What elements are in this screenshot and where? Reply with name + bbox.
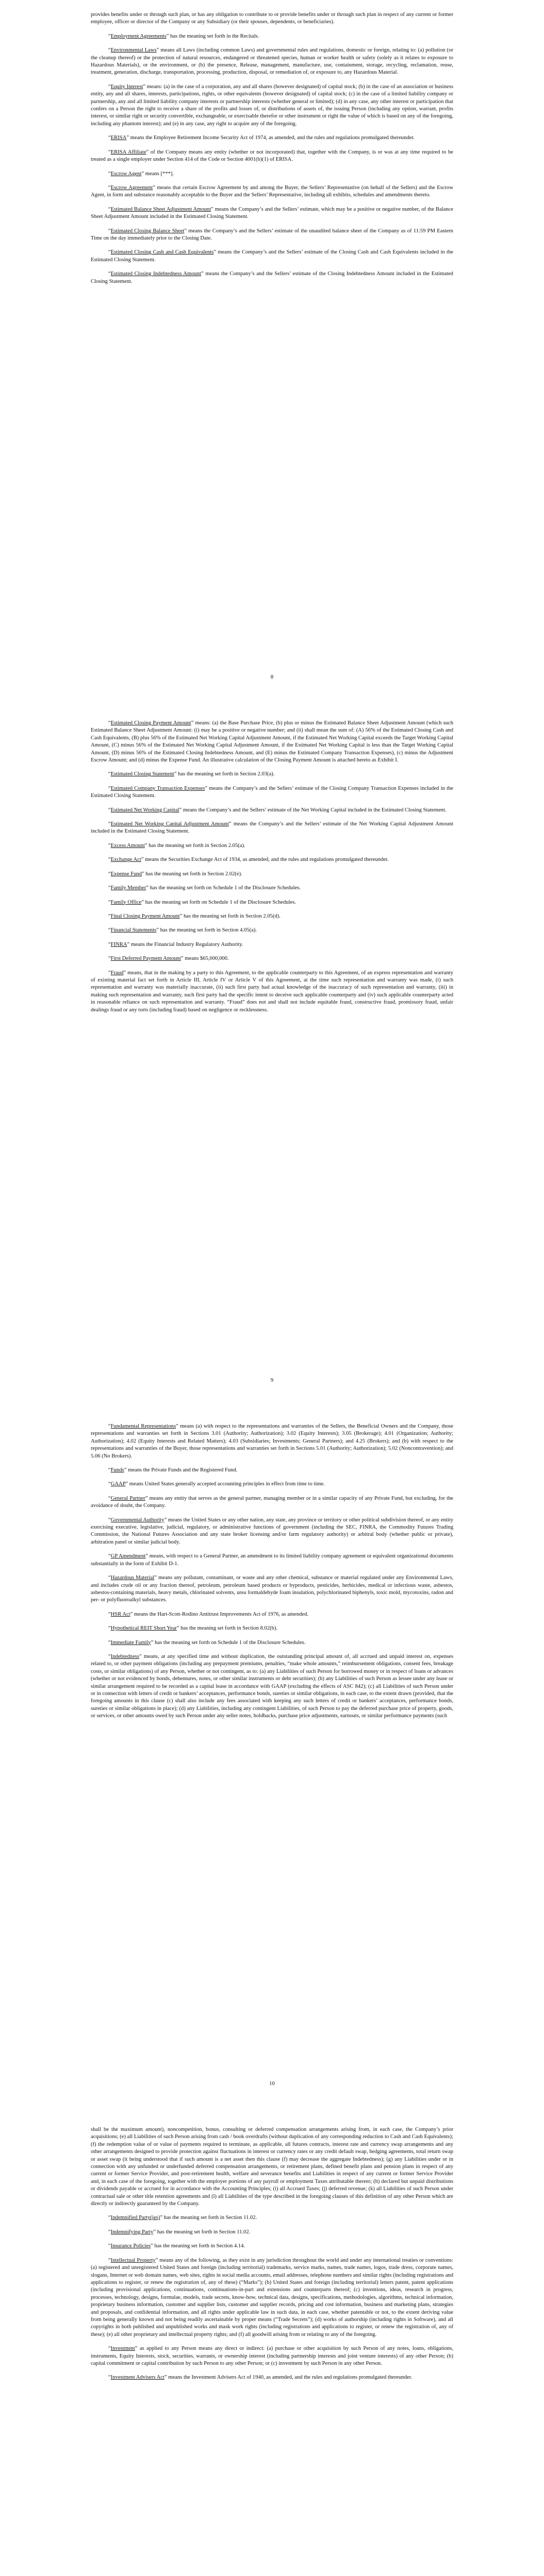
definition-paragraph: “GP Amendment” means, with respect to a General Partner, an amendment to its limited liability company agreement or equivalent organizational documents substantially in the form of Exhibit D-1. xyxy=(91,1553,453,1567)
defined-term: Equity Interest xyxy=(110,83,143,90)
definition-paragraph: “Family Member” has the meaning set forth on Schedule 1 of the Disclosure Schedules. xyxy=(108,885,301,891)
definition-paragraph: “Excess Amount” has the meaning set forth in Section 2.05(a). xyxy=(108,842,245,849)
page-body xyxy=(91,2126,453,2388)
definition-paragraph: “Estimated Closing Cash and Cash Equivalents” means the Company’s and the Sellers’ estimate of the Closing Cash and Cash Equivalents included in the Estimated Closing Statement. xyxy=(91,249,453,263)
defined-term: Estimated Balance Sheet Adjustment Amount xyxy=(110,206,211,212)
defined-term: FINRA xyxy=(110,941,127,947)
defined-term: Escrow Agent xyxy=(110,171,142,177)
definition-paragraph: “GAAP” means United States generally accepted accounting principles in effect from time to time. xyxy=(108,1481,325,1487)
defined-term: Funds xyxy=(110,1467,124,1473)
definition-paragraph: “Fraud” means, that in the making by a party to this Agreement, to the applicable counterparty to this Agreement, of an express representation and warranty of existing material fact set forth in Article III, Article IV or Article V of this Agreement, at the time such representation and warranty was made, (i) such representation and warranty was materially inaccurate, (ii) such first party had actual knowledge of the inaccuracy of such representation and warranty, (iii) in making such representation and warranty, such first party had the specific intent to deceive such applicable counterparty and (iv) such applicable counterparty acted in reasonable reliance on such representation and warranty. “Fraud” does not and shall not include equitable fraud, constructive fraud, promissory fraud, unfair dealings fraud or any torts (including fraud) based on negligence or recklessness. xyxy=(91,970,453,1013)
defined-term: Investment xyxy=(110,2346,135,2352)
document-page-11 xyxy=(0,2110,544,2576)
definition-paragraph: “Estimated Closing Statement” has the meaning set forth in Section 2.03(a). xyxy=(108,771,275,777)
defined-term: Estimated Closing Cash and Cash Equivalents xyxy=(110,249,214,256)
paragraph: provides benefits under or through such plan, or has any obligation to contribute to or provide benefits under or through such plan in respect of any current or former employee, officer or director of the Company or any Subsidiary (or their spouses, dependents, or beneficiaries). xyxy=(91,12,453,25)
page-body xyxy=(91,720,453,1021)
definition-paragraph: “ERISA Affiliate” of the Company means any entity (whether or not incorporated) that, together with the Company, is or was at any time required to be treated as a single employer under Section 414 of the Code or Section 4001(b)(1) of ERISA. xyxy=(91,149,454,163)
definition-paragraph: “Final Closing Payment Amount” has the meaning set forth in Section 2.05(d). xyxy=(108,913,281,919)
definition-paragraph: “Estimated Closing Balance Sheet” means the Company’s and the Sellers’ estimate of the unaudited balance sheet of the Company as of 11:59 PM Eastern Time on the day immediately prior to the Closing Date. xyxy=(91,228,453,241)
page-body xyxy=(91,11,453,292)
defined-term: Immediate Family xyxy=(110,1639,151,1646)
definition-paragraph: “Governmental Authority” means the United States or any other nation, any state, any province or territory or other political subdivision thereof, or any entity exercising executive, legislative, judicial, regulatory, or administrative functions of government (including the SEC, FINRA, the Commodity Futures Trading Commission, the National Futures Association and any state broker licensing and/or farm regulatory authority) or arbitral body (whether public or private), arbitration panel or similar judicial body. xyxy=(91,1517,453,1545)
paragraph: shall be the maximum amount), noncompetition, bonus, consulting or deferred compensation arrangements arising from, in each case, the Company’s prior acquisitions; (e) all Liabilities of such Person arising from cash / book overdrafts (without duplication of any corresponding reduction to Cash and Cash Equivalents); (f) the redemption value of or value of payments required to terminate, as applicable, all futures contracts, interest rate and currency swap arrangements and any other arrangements designed to provide protection against fluctuations in interest or currency rates or any credit default swap, hedging agreements, total return swap or asset swap (it being understood that if such amount is a net asset then this clause (f) may decrease the aggregate Indebtedness); (g) any Liabilities under or in connection with any unfunded or underfunded deferred compensation arrangements, or retirement plans, defined benefit plans and pension plans in respect of any current or former Service Provider, and post-retirement health, welfare and severance benefits and Liabilities in respect of any current or former Service Provider and, in each case of the foregoing, together with the employer portions of any payroll or employment Taxes attributable thereto; (h) declared but unpaid distributions or dividends payable or accrued for in accordance with the Accounting Principles; (i) all Accrued Taxes; (j) deferred revenue; (k) all Liabilities of such Person under contractual sale or other title retention agreements and (l) all Liabilities of the type described in the foregoing clauses of this definition of any other Person which are directly or indirectly guaranteed by the Company. xyxy=(91,2127,453,2207)
definition-paragraph: “Estimated Closing Payment Amount” means: (a) the Base Purchase Price, (b) plus or minus the Estimated Balance Sheet Adjustment Amount (which such Estimated Balance Sheet Adjustment Amount: (i) may be a positive or negative number; and (ii) shall mean the sum of: (A) 56% of the Estimated Closing Cash and Cash Equivalents, (B) plus 56% of the Estimated Net Working Capital Adjustment Amount, if the Estimated Net Working Capital exceeds the Target Working Capital Amount, (C) minus 56% of the Estimated Net Working Capital Adjustment Amount, if the Estimated Net Working Capital is less than the Target Working Capital Amount, (D) minus 56% of the Estimated Closing Indebtedness Amount, and (E) minus the Estimated Company Transaction Expenses), (c) minus the Adjustment Escrow Amount; and (d) minus the Expense Fund. An illustrative calculation of the Closing Payment Amount is attached hereto as Exhibit I. xyxy=(91,720,453,764)
defined-term: Estimated Net Working Capital Adjustment Amount xyxy=(110,821,229,827)
page-number: 9 xyxy=(270,1377,274,1383)
document-page-8 xyxy=(0,0,544,703)
definition-paragraph: “Estimated Net Working Capital” means the Company’s and the Sellers’ estimate of the Net Working Capital included in the Estimated Closing Statement. xyxy=(108,807,447,813)
definition-paragraph: “Environmental Laws” means all Laws (including common Laws) and governmental rules and regulations, domestic or foreign, relating to: (a) pollution (or the cleanup thereof) or the protection of natural resources, endangered or threatened species, human or worker health or safety (solely as it relates to exposure to Hazardous Materials), or the environment, or (b) the presence, Release, management, manufacture, use, containment, storage, recycling, reclamation, reuse, treatment, generation, discharge, transportation, processing, production, disposal, or remediation of, or exposure to, any Hazardous Material. xyxy=(91,47,453,76)
defined-term: Estimated Closing Indebtedness Amount xyxy=(110,271,202,277)
defined-term: Final Closing Payment Amount xyxy=(110,913,180,919)
definition-paragraph: “General Partner” means any entity that serves as the general partner, managing member or in a similar capacity of any Private Fund, but excluding, for the avoidance of doubt, the Company. xyxy=(91,1495,453,1509)
document-page-9 xyxy=(0,703,544,1406)
defined-term: Escrow Agreement xyxy=(110,184,153,191)
defined-term: Fundamental Representations xyxy=(110,1423,176,1429)
defined-term: Intellectual Property xyxy=(110,2257,156,2263)
definition-paragraph: “ERISA” means the Employee Retirement Income Security Act of 1974, as amended, and the rules and regulations promulgated thereunder. xyxy=(108,135,415,141)
definition-paragraph: “FINRA” means the Financial Industry Regulatory Authority. xyxy=(108,941,243,947)
defined-term: Governmental Authority xyxy=(110,1517,164,1523)
definition-paragraph: “Hypothetical REIT Short Year” has the meaning set forth in Section 8.02(b). xyxy=(108,1625,278,1632)
defined-term: GAAP xyxy=(110,1481,126,1487)
definition-paragraph: “Estimated Net Working Capital Adjustment Amount” means the Company’s and the Sellers’ estimate of the Net Working Capital Adjustment Amount included in the Estimated Closing Statement. xyxy=(91,821,453,835)
page-number: 10 xyxy=(269,2080,275,2087)
defined-term: Expense Fund xyxy=(110,871,142,877)
definition-paragraph: “Employment Agreements” has the meaning set forth in the Recitals. xyxy=(108,33,259,39)
page-body xyxy=(91,1423,453,1727)
definition-paragraph: “Hazardous Material” means any pollutant, contaminant, or waste and any other chemical, substance or material regulated under any Environmental Laws, and includes crude oil or any fraction thereof, petroleum, petroleum based products or byproducts, pesticides, herbicides, medical or infectious waste, asbestos, asbestos-containing materials, heavy metals, chlorinated solvents, urea formaldehyde foam insulation, polychlorinated biphenyls, toxic mold, mycotoxins, radon and per- or polyfluoroalkyl substances. xyxy=(91,1575,453,1603)
definition-paragraph: “Indemnified Party(ies)” has the meaning set forth in Section 11.02. xyxy=(108,2215,257,2221)
definition-paragraph: “Equity Interest” means: (a) in the case of a corporation, any and all shares (however designated) of capital stock; (b) in the case of an association or business entity, any and all shares, interests, participations, rights, or other equivalents (however designated) of capital stock; (c) in the case of a limited liability company or partnership, any and all limited liability company interests or partnership interests (whether general or limited); (d) in any case, any other interest or participation that confers on a Person the right to receive a share of the profits and losses of, or distributions of assets of, the issuing Person (including any option, warrant, profits interest, or similar right or security convertible, exchangeable, or exercisable therefor or other instrument or right the value of which is based on any of the foregoing, including any phantom interest); and (e) in any case, any right to acquire any of the foregoing. xyxy=(91,83,453,127)
definition-paragraph: “Family Office” has the meaning set forth on Schedule 1 of the Disclosure Schedules. xyxy=(108,899,296,905)
definition-paragraph: “Estimated Company Transaction Expenses” means the Company’s and the Sellers’ estimate of the Closing Company Transaction Expenses included in the Estimated Closing Statement. xyxy=(91,785,453,799)
definition-paragraph: “Investment” as applied to any Person means any direct or indirect: (a) purchase or other acquisition by such Person of any notes, loans, obligations, instruments, Equity Interests, stock, securities, warrants, or ownership interest (including partnership interests and joint venture interests) of any other Person; (b) capital commitment or capital contribution by such Person to any other Person; or (c) investment by such Person in any other Person. xyxy=(91,2346,453,2366)
defined-term: Financial Statements xyxy=(110,927,157,934)
defined-term: Estimated Closing Payment Amount xyxy=(110,720,191,726)
defined-term: Indebtedness xyxy=(110,1653,140,1659)
defined-term: Estimated Net Working Capital xyxy=(110,807,179,813)
definition-paragraph: “HSR Act” means the Hart-Scott-Rodino Antitrust Improvements Act of 1976, as amended. xyxy=(108,1611,309,1617)
definition-paragraph: “First Deferred Payment Amount” means $65,000,000. xyxy=(108,956,229,962)
defined-term: Fraud xyxy=(110,970,124,976)
definition-paragraph: “Escrow Agreement” means that certain Escrow Agreement by and among the Buyer, the Sellers’ Representative (on behalf of the Sellers) and the Escrow Agent, in form and substance reasonably acceptable to the Buyer and the Sellers’ Representative, including all exhibits, schedules and amendments thereto. xyxy=(91,184,453,198)
definition-paragraph: “Investment Advisers Act” means the Investment Advisers Act of 1940, as amended, and the rules and regulations promulgated thereunder. xyxy=(108,2375,413,2381)
defined-term: Estimated Company Transaction Expenses xyxy=(110,785,205,791)
defined-term: ERISA xyxy=(110,135,127,141)
definition-paragraph: “Escrow Agent” means [***]. xyxy=(108,171,174,177)
definition-paragraph: “Indebtedness” means, at any specified time and without duplication, the outstanding principal amount of, all accrued and unpaid interest on, expenses related to, or other payment obligations (including any prepayment premiums, penalties, “make whole amounts,” reimbursement obligations, consent fees, breakage costs, or similar obligations) of any Person, whether or not contingent, as to: (a) any Liabilities of such Person for borrowed money or in respect of loans or advances (whether or not evidenced by bonds, debentures, notes, or other similar instruments or debt securities); (b) any Liabilities of such Person as lessee under any lease or similar arrangement required to be recorded as a capital lease in accordance with GAAP (excluding the effects of ASC 842); (c) all Liabilities of such Person under or in connection with letters of credit or bankers’ acceptances, performance bonds, sureties or similar obligations, in each case, to the extent drawn (provided, that the foregoing amounts in this clause (c) shall also include any fees associated with keeping any such letters of credit or bankers’ acceptances, performance bonds, sureties or similar obligations in place); (d) any Liabilities, including any contingent Liabilities, of such Person to pay the deferred purchase price of property, goods, or services, or other amounts owed by such Person under any seller notes, holdbacks, purchase price adjustments, earnouts, or similar performance payments (such xyxy=(91,1653,453,1719)
defined-term: HSR Act xyxy=(110,1611,130,1617)
page-number: 8 xyxy=(270,674,274,680)
defined-term: Estimated Closing Statement xyxy=(110,771,174,777)
definition-paragraph: “Estimated Balance Sheet Adjustment Amount” means the Company’s and the Sellers’ estimate, which may be a positive or negative number, of the Balance Sheet Adjustment Amount included in the Estimated Closing Statement. xyxy=(91,206,453,220)
definition-paragraph: “Fundamental Representations” means (a) with respect to the representations and warranties of the Sellers, the Beneficial Owners and the Company, those representations and warranties set forth in Sections 3.01 (Authority; Authorization); 3.02 (Equity Interests); 3.05 (Brokerage); 4.01 (Organization; Authority; Authorization); 4.02 (Equity Interests and Related Matters); 4.03 (Subsidiaries; Investments; General Partners); and 4.25 (Brokers); and (b) with respect to the representations and warranties of the Buyer, those representations and warranties set forth in Sections 5.01 (Authority; Authorization); 5.02 (Noncontravention); and 5.06 (No Brokers). xyxy=(91,1423,454,1459)
defined-term: First Deferred Payment Amount xyxy=(110,956,181,962)
defined-term: Family Member xyxy=(110,885,146,891)
definition-paragraph: “Funds” means the Private Funds and the Registered Fund. xyxy=(108,1467,238,1473)
definition-paragraph: “Exchange Act” means the Securities Exchange Act of 1934, as amended, and the rules and regulations promulgated thereunder. xyxy=(108,857,389,863)
defined-term: Indemnifying Party xyxy=(110,2229,154,2235)
definition-paragraph: “Immediate Family” has the meaning set forth on Schedule 1 of the Disclosure Schedules. xyxy=(108,1639,306,1646)
defined-term: GP Amendment xyxy=(110,1553,146,1560)
defined-term: Hypothetical REIT Short Year xyxy=(110,1625,177,1632)
defined-term: Investment Advisers Act xyxy=(110,2375,164,2381)
definition-paragraph: “Expense Fund” has the meaning set forth in Section 2.02(e). xyxy=(108,871,242,877)
defined-term: Estimated Closing Balance Sheet xyxy=(110,228,185,234)
defined-term: Indemnified Party(ies) xyxy=(110,2215,160,2221)
defined-term: Family Office xyxy=(110,899,142,905)
defined-term: Employment Agreements xyxy=(110,33,167,39)
defined-term: Excess Amount xyxy=(110,842,145,849)
defined-term: ERISA Affiliate xyxy=(110,149,146,155)
defined-term: Environmental Laws xyxy=(110,47,157,54)
definition-paragraph: “Insurance Policies” has the meaning set forth in Section 4.14. xyxy=(108,2243,245,2249)
definition-paragraph: “Estimated Closing Indebtedness Amount” means the Company’s and the Sellers’ estimate of the Closing Indebtedness Amount included in the Estimated Closing Statement. xyxy=(91,271,453,284)
definition-paragraph: “Financial Statements” has the meaning set forth in Section 4.05(a). xyxy=(108,927,257,934)
defined-term: Insurance Policies xyxy=(110,2243,151,2249)
defined-term: Exchange Act xyxy=(110,857,141,863)
document-page-10 xyxy=(0,1406,544,2110)
definition-paragraph: “Intellectual Property” means any of the following, as they exist in any jurisdiction throughout the world and under any international treaties or conventions: (a) registered and unregistered United States and foreign (including territorial) trademarks, service marks, names, trade names, logos, trade dress, corporate names, slogans, Internet or web domain names, web sites, rights in social media accounts, email addresses, telephone numbers and similar rights (including registrations and applications to register, or renew the registration of, any of these) (“Marks”); (b) United States and foreign (including territorial) letters patent, patent applications (including provisional applications, continuations, continuations-in-part and extensions and counterparts thereof; (c) inventions, ideas, research in progress, processes, technology, designs, formulae, models, trade secrets, know-how, technical data, designs, specifications, methodologies, algorithms, technical information, proprietary business information, customer and supplier lists, customer and supplier records, pricing and cost information, business and marketing plans, strategies and proposals, and confidential information, and all rights under applicable law in such data, in each case, whether patentable or not, to the extent deriving value from being generally known and not being readily ascertainable by proper means (“Trade Secrets”); (d) works of authorship (including rights in Software), and all copyrights in both published and unpublished works and mask work rights (including registrations and applications to register, or renew the registration of, any of these); (e) all other proprietary and intellectual property rights; and (f) all goodwill arising from or relating to any of the foregoing. xyxy=(91,2257,453,2337)
defined-term: Hazardous Material xyxy=(110,1575,155,1581)
defined-term: General Partner xyxy=(110,1495,145,1501)
definition-paragraph: “Indemnifying Party” has the meaning set forth in Section 11.02. xyxy=(108,2229,251,2235)
